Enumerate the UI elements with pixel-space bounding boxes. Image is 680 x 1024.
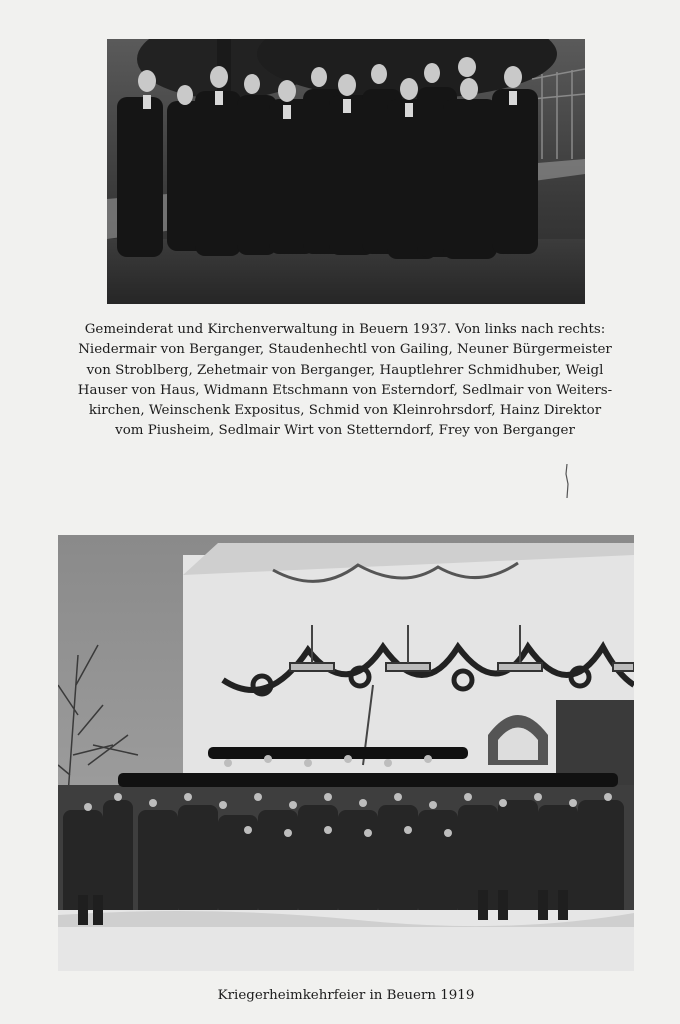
council-group-photo — [107, 39, 585, 304]
council-photo-caption — [50, 320, 640, 442]
homecoming-photo-image — [58, 535, 634, 971]
caption-line: kirchen, Weinschenk Expositus, Schmid von Kleinrohrsdorf, Hainz Direktor — [88, 403, 602, 419]
homecoming-photo-caption: Kriegerheimkehrfeier in Beuern 1919 — [217, 988, 475, 1003]
print-mark — [564, 464, 570, 498]
council-photo-image — [107, 39, 585, 304]
homecoming-celebration-photo — [58, 535, 634, 971]
caption-line: von Stroblberg, Zehetmair von Berganger, Hauptlehrer Schmidhuber, Weigl — [86, 362, 604, 378]
caption-line: vom Piusheim, Sedlmair Wirt von Stetterndorf, Frey von Berganger — [115, 423, 575, 439]
caption-line: Hauser von Haus, Widmann Etschmann von Esterndorf, Sedlmair von Weiters- — [77, 382, 613, 398]
caption-line: Niedermair von Berganger, Staudenhechtl von Gailing, Neuner Bürgermeister — [78, 342, 612, 358]
caption-line: Gemeinderat und Kirchenverwaltung in Beuern 1937. Von links nach rechts: — [84, 322, 606, 337]
